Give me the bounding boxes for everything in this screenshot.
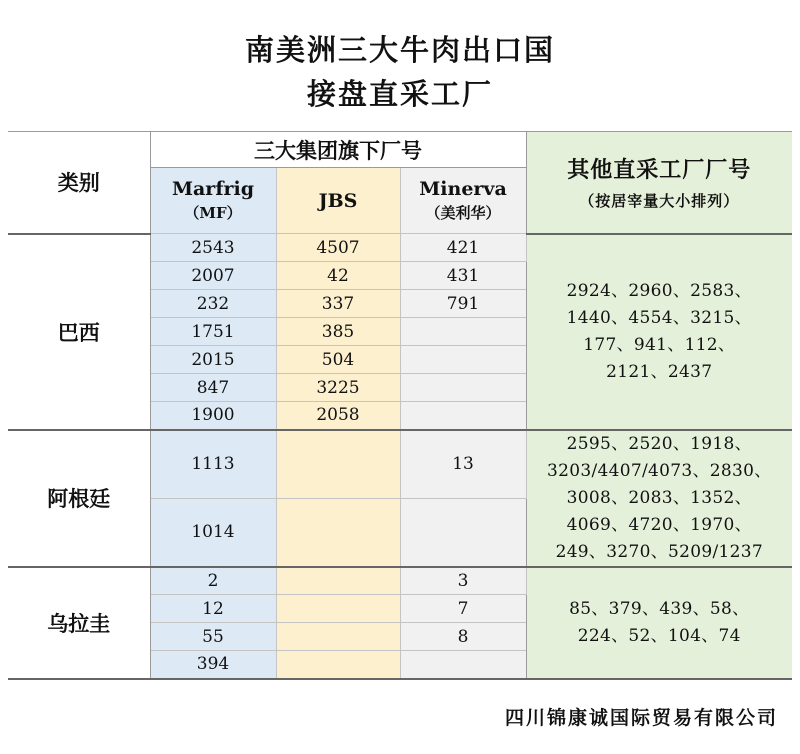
minerva-cell: 8 — [400, 623, 526, 651]
minerva-label: Minerva — [419, 178, 507, 200]
marfrig-cell: 1751 — [150, 318, 276, 346]
jbs-cell: 4507 — [276, 234, 400, 262]
other-factories-line: 224、52、104、74 — [577, 625, 741, 646]
minerva-cell: 421 — [400, 234, 526, 262]
other-factories-line: 2924、2960、2583、 — [566, 280, 752, 301]
jbs-cell: 337 — [276, 290, 400, 318]
marfrig-cell: 1014 — [150, 498, 276, 567]
other-factories-line: 85、379、439、58、 — [569, 598, 750, 619]
marfrig-cell: 232 — [150, 290, 276, 318]
marfrig-label: Marfrig — [171, 178, 255, 200]
other-factories-line: 4069、4720、1970、 — [566, 514, 752, 535]
jbs-cell: 385 — [276, 318, 400, 346]
marfrig-cell: 2015 — [150, 346, 276, 374]
jbs-cell: 504 — [276, 346, 400, 374]
argentina-other-factories — [526, 430, 792, 567]
other-factories-title: 其他直采工厂厂号 — [567, 157, 752, 184]
jbs-cell: 3225 — [276, 374, 400, 402]
other-factories-line: 3008、2083、1352、 — [566, 487, 752, 508]
minerva-cell: 7 — [400, 595, 526, 623]
marfrig-cell: 2007 — [150, 262, 276, 290]
other-factories-line: 249、3270、5209/1237 — [555, 541, 763, 562]
jbs-cell — [276, 567, 400, 595]
jbs-header — [276, 168, 400, 234]
other-factories-line: 1440、4554、3215、 — [566, 307, 752, 328]
marfrig-cell: 847 — [150, 374, 276, 402]
minerva-sub-label: （美利华） — [425, 204, 501, 222]
jbs-label: JBS — [318, 189, 358, 212]
company-name: 四川锦康诚国际贸易有限公司 — [504, 707, 778, 729]
minerva-cell — [400, 498, 526, 567]
minerva-cell: 3 — [400, 567, 526, 595]
jbs-cell: 2058 — [276, 402, 400, 430]
other-factories-line: 177、941、112、 — [583, 334, 736, 355]
uruguay-other-factories — [526, 567, 792, 679]
category-header: 类别 — [8, 132, 150, 234]
marfrig-cell: 2543 — [150, 234, 276, 262]
jbs-cell — [276, 430, 400, 499]
minerva-header — [400, 168, 526, 234]
category-brazil: 巴西 — [8, 234, 150, 430]
minerva-cell — [400, 318, 526, 346]
jbs-cell — [276, 595, 400, 623]
minerva-cell — [400, 346, 526, 374]
group-header: 三大集团旗下厂号 — [150, 132, 526, 168]
marfrig-cell: 1113 — [150, 430, 276, 499]
category-uruguay: 乌拉圭 — [8, 567, 150, 679]
title-line-1: 南美洲三大牛肉出口国 — [244, 33, 555, 67]
marfrig-sub-label: （MF） — [184, 204, 242, 222]
other-factories-header — [526, 132, 792, 234]
category-argentina: 阿根廷 — [8, 430, 150, 567]
marfrig-header — [150, 168, 276, 234]
jbs-cell — [276, 498, 400, 567]
jbs-cell: 42 — [276, 262, 400, 290]
jbs-cell — [276, 623, 400, 651]
minerva-cell — [400, 402, 526, 430]
title-line-2: 接盘直采工厂 — [306, 77, 493, 111]
minerva-cell: 13 — [400, 430, 526, 499]
other-factories-subtitle: （按居宰量大小排列） — [579, 192, 740, 211]
marfrig-cell: 12 — [150, 595, 276, 623]
other-factories-line: 2595、2520、1918、 — [566, 433, 752, 454]
marfrig-cell: 2 — [150, 567, 276, 595]
marfrig-cell: 55 — [150, 623, 276, 651]
marfrig-cell: 394 — [150, 651, 276, 679]
other-factories-line: 3203/4407/4073、2830、 — [547, 460, 772, 481]
brazil-other-factories — [526, 234, 792, 430]
minerva-cell — [400, 651, 526, 679]
minerva-cell: 791 — [400, 290, 526, 318]
marfrig-cell: 1900 — [150, 402, 276, 430]
minerva-cell: 431 — [400, 262, 526, 290]
other-factories-line: 2121、2437 — [606, 361, 713, 382]
minerva-cell — [400, 374, 526, 402]
jbs-cell — [276, 651, 400, 679]
beef-factory-table — [8, 131, 792, 680]
